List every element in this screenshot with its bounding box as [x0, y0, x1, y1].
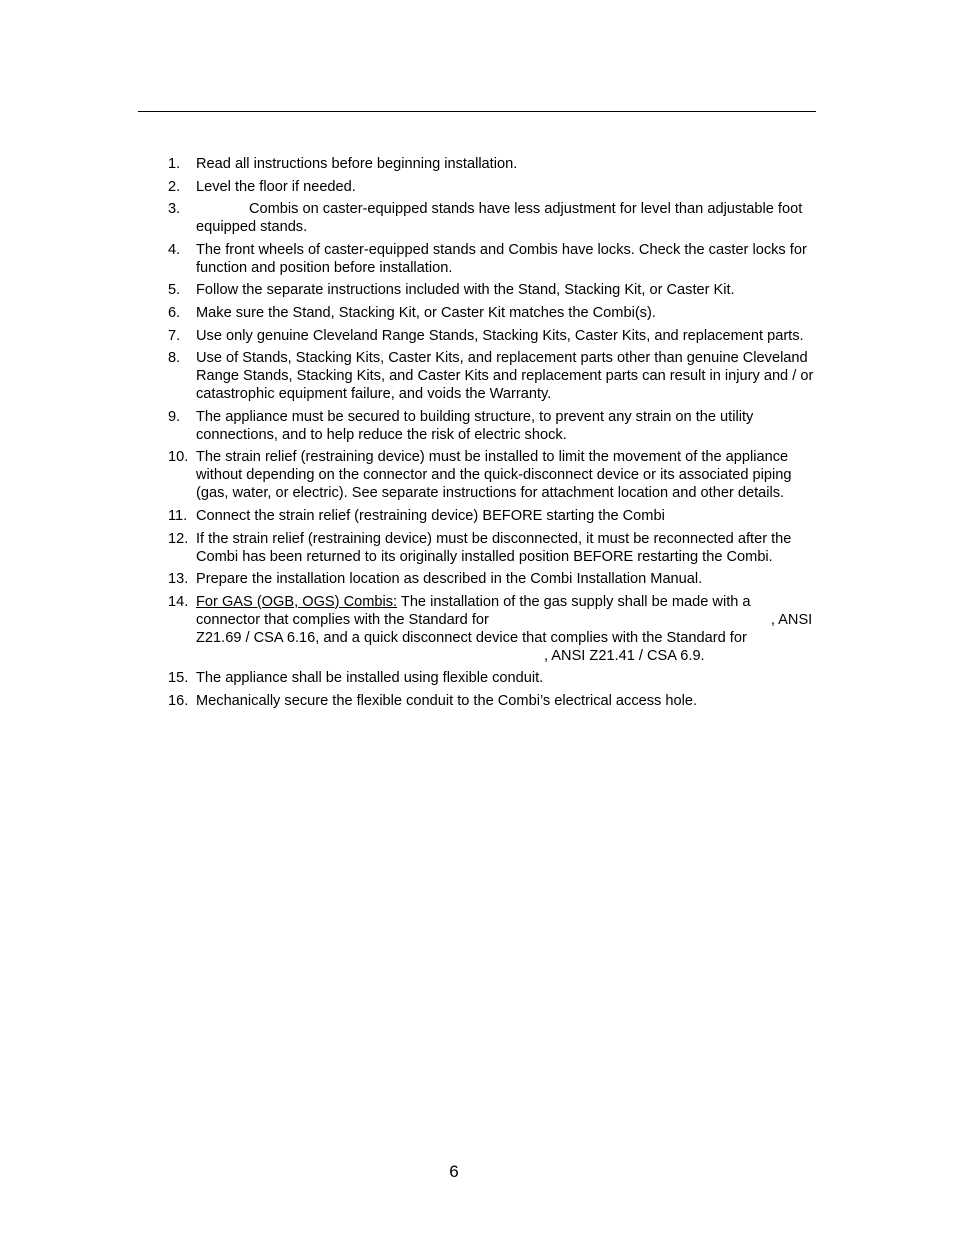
item-text: If the strain relief (restraining device) must be disconnected, it must be reconnected after the Combi has been returned to its originally installed position BEFORE restarting the Combi.	[196, 530, 792, 565]
item-text: Use only genuine Cleveland Range Stands, Stacking Kits, Caster Kits, and replacement parts.	[196, 327, 804, 344]
item-number: 13.	[168, 571, 189, 588]
item-number: 8.	[168, 350, 181, 367]
list-item	[168, 304, 816, 322]
item-number: 3.	[168, 201, 181, 218]
list-item	[168, 448, 816, 502]
item-text: Level the floor if needed.	[196, 178, 356, 195]
gas-combis-label: For GAS (OGB, OGS) Combis:	[196, 593, 398, 610]
list-item	[168, 200, 816, 236]
page-number: 6	[449, 1162, 459, 1181]
item-text: The strain relief (restraining device) must be installed to limit the movement of the appliance without depending on the connector and the quick-disconnect device or its associated piping (gas, water, or electric). See separate instructions for attachment location and other details.	[196, 449, 792, 502]
item-number: 11.	[168, 507, 188, 524]
item-text: Connect the strain relief (restraining device) BEFORE starting the Combi	[196, 507, 665, 524]
list-item	[168, 692, 816, 710]
item-text: The installation of the gas supply shall be made with a connector that complies with the Standard for	[196, 593, 751, 628]
item-number: 15.	[168, 670, 189, 687]
installation-instructions-list	[168, 155, 816, 715]
list-item-gas	[168, 593, 816, 665]
list-item	[168, 155, 816, 173]
list-item	[168, 408, 816, 444]
item-text: Read all instructions before beginning installation.	[196, 156, 518, 172]
item-number: 14.	[168, 593, 189, 610]
item-text: Follow the separate instructions included with the Stand, Stacking Kit, or Caster Kit.	[196, 282, 735, 299]
list-item	[168, 327, 816, 345]
list-item	[168, 530, 816, 566]
item-text: The appliance shall be installed using flexible conduit.	[196, 670, 544, 687]
list-item	[168, 507, 816, 525]
list-item	[168, 178, 816, 196]
item-number: 7.	[168, 327, 181, 344]
item-number: 6.	[168, 304, 181, 321]
item-number: 4.	[168, 241, 181, 258]
list-item	[168, 241, 816, 277]
item-text: Prepare the installation location as described in the Combi Installation Manual.	[196, 571, 703, 588]
item-text: Mechanically secure the flexible conduit to the Combi’s electrical access hole.	[196, 692, 698, 709]
list-item	[168, 281, 816, 299]
list-item	[168, 349, 816, 403]
item-text: Make sure the Stand, Stacking Kit, or Caster Kit matches the Combi(s).	[196, 304, 656, 321]
header-rule	[138, 111, 816, 112]
item-text: Use of Stands, Stacking Kits, Caster Kits, and replacement parts other than genuine Cleveland Range Stands, Stacking Kits, and Caster Kits and replacement parts can result in injury and / or catastrophic equipment failure, and voids the Warranty.	[196, 350, 814, 403]
list-item	[168, 570, 816, 588]
item-text: ANSI Z21.69 / CSA 6.16, and a quick disconnect device that complies with the Standard for	[196, 611, 813, 646]
item-number: 9.	[168, 408, 181, 425]
item-text: Combis on caster-equipped stands have less adjustment for level than adjustable foot equipped stands.	[196, 201, 803, 236]
item-text: , ANSI Z21.41 / CSA 6.9.	[544, 647, 705, 664]
list-item	[168, 669, 816, 687]
item-number: 16.	[168, 692, 189, 709]
item-number: 5.	[168, 282, 181, 299]
item-text-comma: ,	[770, 611, 775, 628]
item-text: The appliance must be secured to building structure, to prevent any strain on the utility connections, and to help reduce the risk of electric shock.	[196, 408, 754, 443]
item-number: 12.	[168, 530, 189, 547]
item-number: 2.	[168, 178, 181, 195]
item-text: The front wheels of caster-equipped stands and Combis have locks. Check the caster locks for function and position before installation.	[196, 241, 807, 276]
item-number: 1.	[168, 156, 181, 172]
item-number: 10.	[168, 449, 189, 466]
